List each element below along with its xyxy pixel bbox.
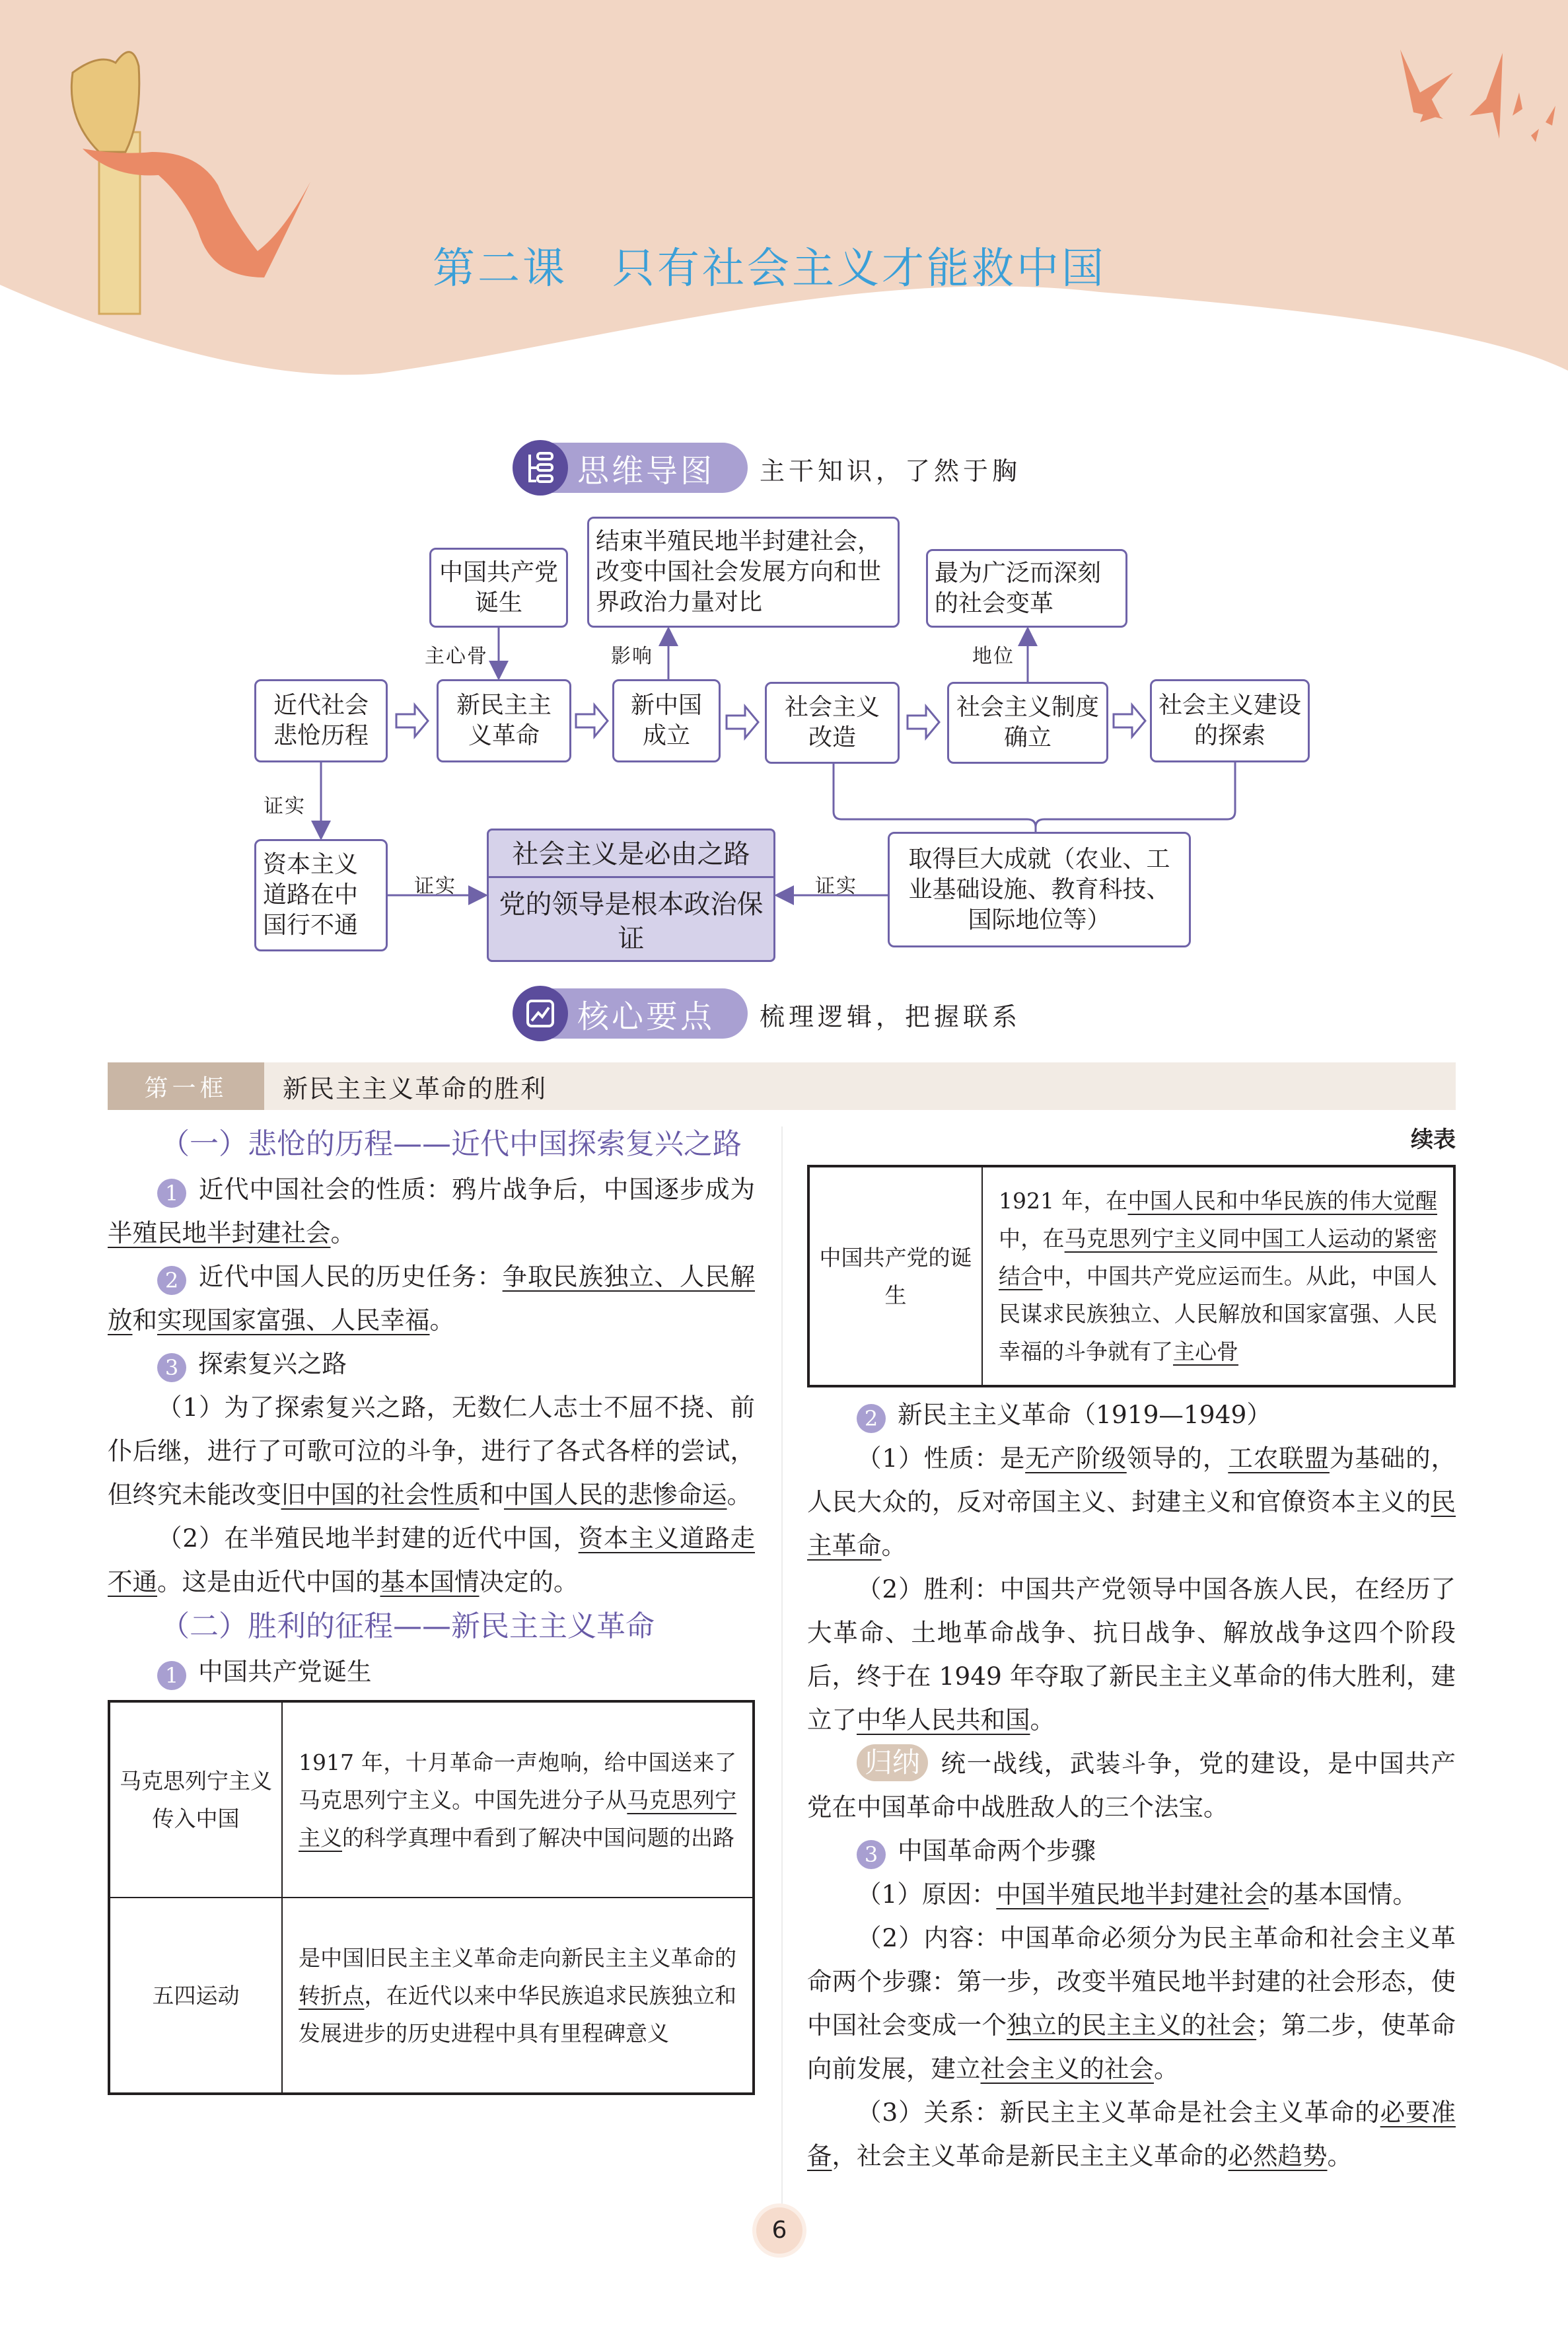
- text-segment: 中，在: [999, 1226, 1065, 1251]
- underlined-key-phrase: 马克思列宁主义同中国工人运动的紧密结合: [999, 1226, 1438, 1289]
- core-section-pill: [515, 988, 748, 1039]
- key-points-table: [807, 1165, 1456, 1387]
- text-segment: 统一战线，武装斗争，党的建设，是中国共产党在中国革命中战胜敌人的三个法宝。: [807, 1749, 1456, 1822]
- text-segment: 近代中国社会的性质：鸦片战争后，中国逐步成为: [198, 1175, 755, 1204]
- text-segment: 。: [727, 1480, 752, 1509]
- text-segment: （1）为了探索复兴之路，无数仁人志士不屈不挠、前仆后继，进行了可歌可泣的斗争，进行了各式各样的尝试，但终究未能改变: [108, 1393, 755, 1509]
- continued-table-label: 续表: [1411, 1126, 1456, 1153]
- underlined-key-phrase: 必然趋势: [1228, 2141, 1328, 2170]
- underlined-key-phrase: 中国半殖民地半封建社会: [996, 1880, 1269, 1909]
- hollow-arrow-icon: [727, 706, 758, 738]
- table-row: [808, 1166, 1454, 1386]
- table-key-cell: 五四运动: [109, 1898, 282, 2094]
- label-influence: 影响: [611, 645, 653, 668]
- mindmap-center-box: [487, 829, 775, 962]
- table-value-cell: [282, 1898, 754, 2094]
- underlined-key-phrase: 中华人民共和国: [857, 1705, 1030, 1734]
- header-background: [0, 0, 1568, 410]
- number-badge: 3: [857, 1840, 886, 1869]
- band-title: 新民主主义革命的胜利: [283, 1074, 548, 1103]
- column-divider: [781, 1126, 783, 2210]
- label-proof-2: 证实: [414, 875, 456, 898]
- table-row: [109, 1898, 754, 2094]
- label-status: 地位: [972, 645, 1015, 668]
- text-segment: 领导的，: [1126, 1444, 1229, 1473]
- paragraph: [108, 1516, 755, 1604]
- table-value-cell: [282, 1701, 754, 1898]
- underlined-key-phrase: 转折点: [299, 1982, 365, 2009]
- paragraph: [807, 1567, 1456, 1742]
- text-segment: 和: [132, 1306, 157, 1335]
- summary-note: [807, 1742, 1456, 1829]
- table-key-cell: 马克思列宁主义传入中国: [109, 1701, 282, 1898]
- underlined-key-phrase: 争取民族独立、人民解放: [108, 1262, 756, 1335]
- paragraph: [807, 1872, 1456, 1916]
- underlined-key-phrase: 工农联盟: [1228, 1444, 1330, 1473]
- numbered-item: [807, 1393, 1456, 1436]
- center-socialism-path: 社会主义是必由之路: [489, 830, 773, 878]
- underlined-key-phrase: 独立的民主主义的社会: [1007, 2011, 1257, 2040]
- underlined-key-phrase: 半殖民地半封建社会: [108, 1218, 331, 1247]
- hollow-arrow-icon: [396, 705, 428, 737]
- core-section-subtitle: 梳理逻辑，把握联系: [760, 1002, 1022, 1031]
- mindmap-box-socialist-system: 社会主义制度确立: [947, 682, 1108, 764]
- text-segment: ；第二步，使革命向前发展，建立: [807, 2011, 1456, 2083]
- text-segment: （1）性质：是: [857, 1444, 1026, 1473]
- text-segment: 。: [330, 1218, 355, 1247]
- mindmap-section-label: 思维导图: [577, 452, 715, 490]
- text-segment: 1917 年，十月革命一声炮响，给中国送来了马克思列宁主义。中国先进分子从: [299, 1749, 736, 1813]
- underlined-key-phrase: 旧中国的社会性质: [281, 1480, 480, 1509]
- text-segment: （1）原因：: [857, 1880, 997, 1909]
- section-band: [108, 1062, 1456, 1110]
- text-segment: （2）在半殖民地半封建的近代中国，: [157, 1524, 579, 1553]
- text-segment: 决定的。: [479, 1567, 579, 1596]
- table-row: [109, 1701, 754, 1898]
- text-segment: （3）关系：新民主主义革命是社会主义革命的: [857, 2098, 1380, 2127]
- section-heading: （一）悲怆的历程——近代中国探索复兴之路: [160, 1127, 742, 1161]
- lesson-title: 第二课 只有社会主义才能救中国: [433, 244, 1106, 293]
- table-key-cell: 中国共产党的诞生: [808, 1166, 982, 1386]
- text-segment: 新民主主义革命（1919—1949）: [898, 1400, 1271, 1429]
- underlined-key-phrase: 马克思列宁主义: [299, 1787, 737, 1851]
- text-segment: 。: [1327, 2141, 1352, 2170]
- paragraph: [807, 1436, 1456, 1567]
- mindmap-box-achievements: 取得巨大成就（农业、工业基础设施、教育科技、国际地位等）: [888, 832, 1191, 947]
- text-segment: 。: [881, 1531, 906, 1560]
- mindmap-section-subtitle: 主干知识，了然于胸: [760, 457, 1022, 486]
- underlined-key-phrase: 实现国家富强、人民幸福: [157, 1306, 430, 1335]
- text-segment: 。: [1030, 1705, 1055, 1734]
- number-badge: 1: [157, 1661, 186, 1690]
- numbered-item: [807, 1829, 1456, 1872]
- text-segment: 。这是由近代中国的: [157, 1567, 380, 1596]
- numbered-item: [108, 1255, 755, 1342]
- number-badge: 2: [857, 1404, 886, 1433]
- text-segment: 和: [479, 1480, 504, 1509]
- underlined-key-phrase: 无产阶级: [1025, 1444, 1127, 1473]
- underlined-key-phrase: 基本国情: [380, 1567, 480, 1596]
- numbered-item: [108, 1342, 755, 1385]
- paragraph: [807, 1916, 1456, 2090]
- text-segment: ，在近代以来中华民族追求民族独立和发展进步的历史进程中具有里程碑意义: [299, 1982, 737, 2046]
- mindmap-box-modern-history: 近代社会悲怆历程: [254, 679, 388, 762]
- text-segment: ，社会主义革命是新民主主义革命的: [832, 2141, 1229, 2170]
- key-points-table: [108, 1700, 755, 2095]
- underlined-key-phrase: 民主革命: [807, 1487, 1456, 1560]
- text-segment: 中国共产党诞生: [198, 1657, 372, 1686]
- text-segment: 的科学真理中看到了解决中国问题的出路: [342, 1824, 734, 1851]
- mindmap-box-new-china: 新中国成立: [612, 679, 721, 762]
- band-key: 第一框: [108, 1062, 264, 1110]
- mindmap-box-socialist-construction: 社会主义建设的探索: [1150, 679, 1310, 762]
- center-party-leadership: 党的领导是根本政治保证: [499, 889, 764, 954]
- underlined-key-phrase: 资本主义道路走不通: [108, 1524, 756, 1596]
- text-segment: 。: [1154, 2054, 1179, 2083]
- right-column: [807, 1121, 1456, 2178]
- underlined-key-phrase: 中国人民和中华民族的伟大觉醒: [1127, 1188, 1437, 1214]
- text-segment: 为基础的，人民大众的，反对帝国主义、封建主义和官僚资本主义的: [807, 1444, 1456, 1516]
- bracket-connector: [834, 762, 1235, 832]
- text-segment: 1921 年，在: [999, 1188, 1128, 1214]
- mindmap-section-pill: [515, 443, 748, 493]
- text-segment: 。: [429, 1306, 454, 1335]
- table-value-cell: [982, 1166, 1454, 1386]
- section-heading: （二）胜利的征程——新民主主义革命: [160, 1609, 655, 1643]
- number-badge: 1: [157, 1179, 186, 1208]
- page-number: 6: [756, 2207, 802, 2254]
- core-section-label: 核心要点: [577, 998, 715, 1035]
- mindmap-box-new-democratic-revolution: 新民主主义革命: [437, 679, 571, 762]
- paragraph: [108, 1385, 755, 1516]
- number-badge: 2: [157, 1266, 186, 1295]
- label-proof-1: 证实: [264, 795, 306, 818]
- hollow-arrow-icon: [908, 706, 939, 738]
- text-segment: 中国革命两个步骤: [898, 1836, 1096, 1865]
- mindmap-box-capitalism-failed: 资本主义道路在中国行不通: [254, 839, 388, 951]
- mindmap-box-cpc-birth: 中国共产党诞生: [429, 548, 568, 628]
- mindmap-icon: [513, 440, 568, 496]
- hollow-arrow-icon: [576, 705, 608, 737]
- text-segment: 的基本国情。: [1268, 1880, 1417, 1909]
- chart-icon: [513, 986, 568, 1041]
- text-segment: （2）胜利：中国共产党领导中国各族人民，在经历了大革命、土地革命战争、抗日战争、解放战争这四个阶段后，终于在 1949 年夺取了新民主主义革命的伟大胜利，建立了: [807, 1574, 1456, 1734]
- text-segment: 是中国旧民主主义革命走向新民主主义革命的: [299, 1944, 736, 1971]
- label-proof-3: 证实: [815, 875, 857, 898]
- left-column: [108, 1121, 755, 2100]
- underlined-key-phrase: 必要准备: [807, 2098, 1456, 2170]
- label-backbone: 主心骨: [425, 645, 488, 668]
- hollow-arrow-icon: [1114, 705, 1145, 737]
- number-badge: 3: [157, 1353, 186, 1382]
- text-segment: 中，中国共产党应运而生。从此，中国人民谋求民族独立、人民解放和国家富强、人民幸福的斗争就有了: [999, 1263, 1438, 1364]
- text-segment: （2）内容：中国革命必须分为民主革命和社会主义革命两个步骤：第一步，改变半殖民地半封建的社会形态，使中国社会变成一个: [807, 1923, 1456, 2040]
- underlined-key-phrase: 社会主义的社会: [980, 2054, 1154, 2083]
- paragraph: [807, 2090, 1456, 2178]
- text-segment: 近代中国人民的历史任务：: [198, 1262, 503, 1291]
- mindmap-box-socialist-transformation: 社会主义改造: [765, 682, 900, 764]
- numbered-item: [108, 1650, 755, 1693]
- summary-badge: 归纳: [857, 1744, 928, 1781]
- text-segment: 探索复兴之路: [198, 1349, 347, 1378]
- numbered-item: [108, 1167, 755, 1255]
- underlined-key-phrase: 中国人民的悲惨命运: [504, 1480, 727, 1509]
- underlined-key-phrase: 主心骨: [1173, 1339, 1238, 1364]
- mindmap-box-influence: 结束半殖民地半封建社会，改变中国社会发展方向和世界政治力量对比: [587, 517, 900, 628]
- mindmap-box-status: 最为广泛而深刻的社会变革: [926, 549, 1127, 628]
